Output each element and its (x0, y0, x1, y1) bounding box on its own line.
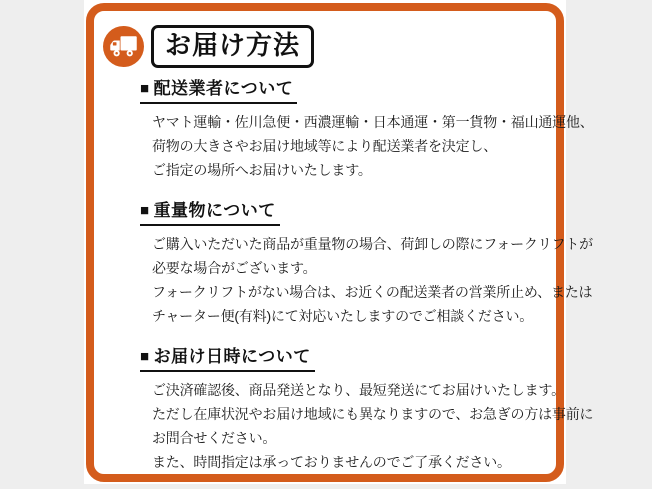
body-line: ただし在庫状況やお届け地域にも異なりますので、お急ぎの方は事前に (152, 406, 594, 423)
sections (140, 74, 594, 474)
square-bullet-icon: ■ (140, 80, 150, 98)
section-heading (140, 74, 297, 104)
section-heading (140, 342, 315, 372)
shipping-info-panel (86, 3, 594, 482)
panel-header (103, 25, 556, 68)
section-carriers (140, 74, 594, 182)
section-heading-text: お届け日時について (153, 347, 311, 367)
body-line: チャーター便(有料)にて対応いたしますのでご相談ください。 (152, 308, 534, 325)
section-body (152, 232, 593, 328)
body-line: 荷物の大きさやお届け地域等により配送業者を決定し、 (152, 138, 497, 155)
body-line: また、時間指定は承っておりませんのでご了承ください。 (152, 454, 511, 471)
body-line: ご購入いただいた商品が重量物の場合、荷卸しの際にフォークリフトが (152, 236, 593, 253)
truck-icon (103, 26, 144, 67)
body-line: フォークリフトがない場合は、お近くの配送業者の営業所止め、または (152, 284, 593, 301)
shipping-info-panel-background (84, 0, 594, 484)
section-heading-text: 配送業者について (153, 79, 294, 99)
body-line: お問合せください。 (152, 430, 277, 447)
page-title: お届け方法 (151, 25, 314, 68)
section-delivery-datetime (140, 342, 594, 474)
section-body (152, 378, 594, 474)
section-heading-text: 重量物について (153, 201, 276, 221)
section-heading (140, 196, 280, 226)
body-line: ヤマト運輸・佐川急便・西濃運輸・日本通運・第一貨物・福山通運他、 (152, 114, 594, 131)
square-bullet-icon: ■ (140, 202, 150, 220)
section-body (152, 110, 594, 182)
body-line: 必要な場合がございます。 (152, 260, 317, 277)
body-line: ご決済確認後、商品発送となり、最短発送にてお届けいたします。 (152, 382, 565, 399)
square-bullet-icon: ■ (140, 348, 150, 366)
body-line: ご指定の場所へお届けいたします。 (152, 162, 372, 179)
section-heavy-items (140, 196, 593, 328)
